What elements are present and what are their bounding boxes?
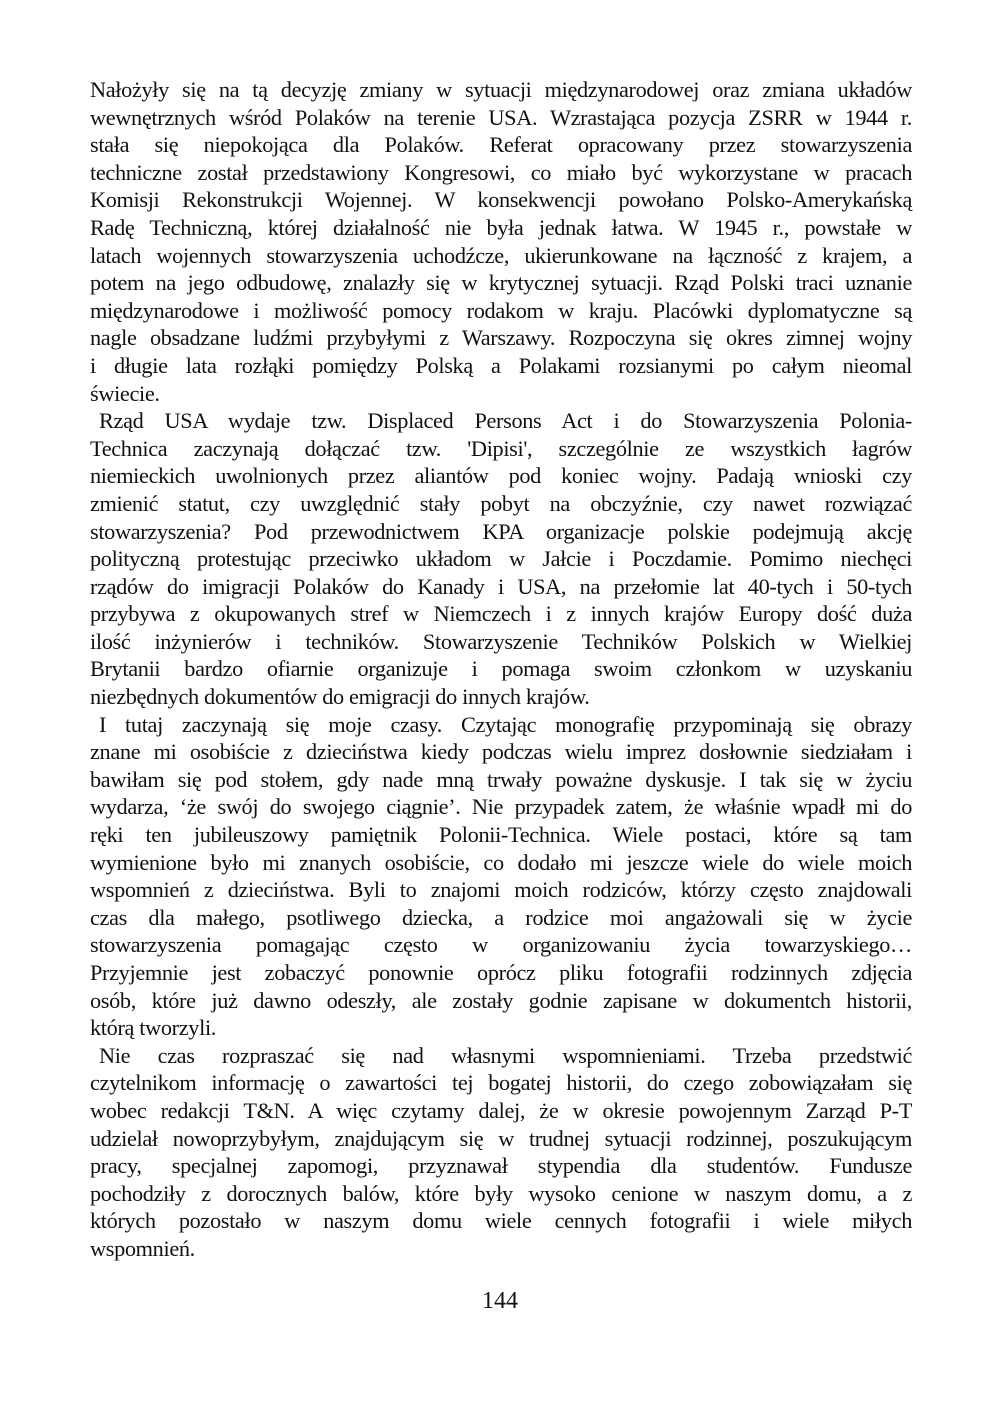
- text-line: techniczne został przedstawiony Kongresowi, co miało być wykorzystane w pracach: [90, 159, 912, 185]
- text-line: Rząd USA wydaje tzw. Displaced Persons Act i do Stowarzyszenia Polonia-: [99, 408, 912, 434]
- text-line: świecie.: [90, 380, 160, 406]
- text-line: pochodziły z dorocznych balów, które były wysoko cenione w naszym domu, a z: [90, 1180, 912, 1206]
- text-line: wymienione było mi znanych osobiście, co dodało mi jeszcze wiele do wiele moich: [90, 849, 912, 875]
- text-line: Nie czas rozpraszać się nad własnymi wspomnieniami. Trzeba przedstwić: [99, 1042, 912, 1068]
- text-line: i długie lata rozłąki pomiędzy Polską a Polakami rozsianymi po całym nieomal: [90, 352, 912, 378]
- text-line: wydarza, ‘że swój do swojego ciągnie’. Nie przypadek zatem, że właśnie wpadł mi do: [90, 794, 912, 820]
- text-line: czytelnikom informację o zawartości tej bogatej historii, do czego zobowiązałam się: [90, 1070, 912, 1096]
- text-line: Technica zaczynają dołączać tzw. 'Dipisi', szczególnie ze wszystkich łagrów: [90, 435, 912, 461]
- paragraph: [90, 1042, 912, 1263]
- text-line: międzynarodowe i możliwość pomocy rodakom w kraju. Placówki dyplomatyczne są: [90, 297, 912, 323]
- text-line: pracy, specjalnej zapomogi, przyznawał stypendia dla studentów. Fundusze: [90, 1153, 912, 1179]
- text-line: wewnętrznych wśród Polaków na terenie USA. Wzrastająca pozycja ZSRR w 1944 r.: [90, 104, 912, 130]
- text-line: rządów do imigracji Polaków do Kanady i USA, na przełomie lat 40-tych i 50-tych: [90, 573, 912, 599]
- document-page: [90, 76, 912, 1263]
- text-line: I tutaj zaczynają się moje czasy. Czytając monografię przypominają się obrazy: [99, 711, 912, 737]
- text-line: czas dla małego, psotliwego dziecka, a rodzice moi angażowali się w życie: [90, 904, 912, 930]
- text-line: stowarzyszenia pomagając często w organizowaniu życia towarzyskiego…: [90, 932, 912, 958]
- paragraph: [90, 711, 912, 1042]
- text-line: stowarzyszenia? Pod przewodnictwem KPA organizacje polskie podejmują akcję: [90, 518, 912, 544]
- text-line: których pozostało w naszym domu wiele cennych fotografii i wiele miłych: [90, 1208, 912, 1234]
- text-line: Przyjemnie jest zobaczyć ponownie oprócz pliku fotografii rodzinnych zdjęcia: [90, 960, 912, 985]
- text-line: znane mi osobiście z dzieciństwa kiedy podczas wielu imprez dosłownie siedziałam i: [90, 739, 912, 765]
- text-line: bawiłam się pod stołem, gdy nade mną trwały poważne dyskusje. I tak się w życiu: [90, 766, 912, 792]
- paragraph: [90, 407, 912, 711]
- text-line: Radę Techniczną, której działalność nie była jednak łatwa. W 1945 r., powstałe w: [90, 214, 912, 240]
- text-line: latach wojennych stowarzyszenia uchodźcze, ukierunkowane na łączność z krajem, a: [90, 242, 912, 268]
- text-line: którą tworzyli.: [90, 1015, 217, 1041]
- text-line: stała się niepokojąca dla Polaków. Referat opracowany przez stowarzyszenia: [90, 132, 912, 158]
- paragraph: [90, 76, 912, 407]
- text-line: zmienić statut, czy uwzględnić stały pobyt na obczyźnie, czy nawet rozwiązać: [90, 490, 912, 516]
- text-line: niezbędnych dokumentów do emigracji do innych krajów.: [90, 684, 590, 710]
- page-number: 144: [482, 1288, 518, 1314]
- text-line: Brytanii bardzo ofiarnie organizuje i pomaga swoim członkom w uzyskaniu: [90, 656, 912, 682]
- text-line: Komisji Rekonstrukcji Wojennej. W konsekwencji powołano Polsko-Amerykańską: [90, 187, 912, 213]
- text-line: wspomnień z dzieciństwa. Byli to znajomi moich rodziców, którzy często znajdowali: [90, 877, 912, 903]
- text-line: Nałożyły się na tą decyzję zmiany w sytuacji międzynarodowej oraz zmiana układów: [90, 77, 912, 102]
- text-line: ilość inżynierów i techników. Stowarzyszenie Techników Polskich w Wielkiej: [90, 628, 912, 654]
- text-line: nagle obsadzane ludźmi przybyłymi z Warszawy. Rozpoczyna się okres zimnej wojny: [90, 325, 912, 351]
- text-line: wobec redakcji T&N. A więc czytamy dalej, że w okresie powojennym Zarząd P-T: [90, 1097, 912, 1123]
- text-line: wspomnień.: [90, 1235, 195, 1261]
- text-line: przybywa z okupowanych stref w Niemczech i z innych krajów Europy dość duża: [90, 601, 912, 627]
- text-line: niemieckich uwolnionych przez aliantów pod koniec wojny. Padają wnioski czy: [90, 463, 912, 489]
- text-line: ręki ten jubileuszowy pamiętnik Polonii-Technica. Wiele postaci, które są tam: [90, 822, 912, 848]
- text-line: osób, które już dawno odeszły, ale zostały godnie zapisane w dokumentch historii,: [90, 987, 912, 1013]
- text-line: polityczną protestując przeciwko układom w Jałcie i Poczdamie. Pomimo niechęci: [90, 546, 912, 572]
- text-line: udzielał nowoprzybyłym, znajdującym się w trudnej sytuacji rodzinnej, poszukującym: [90, 1125, 912, 1151]
- text-line: potem na jego odbudowę, znalazły się w krytycznej sytuacji. Rząd Polski traci uznanie: [90, 270, 912, 296]
